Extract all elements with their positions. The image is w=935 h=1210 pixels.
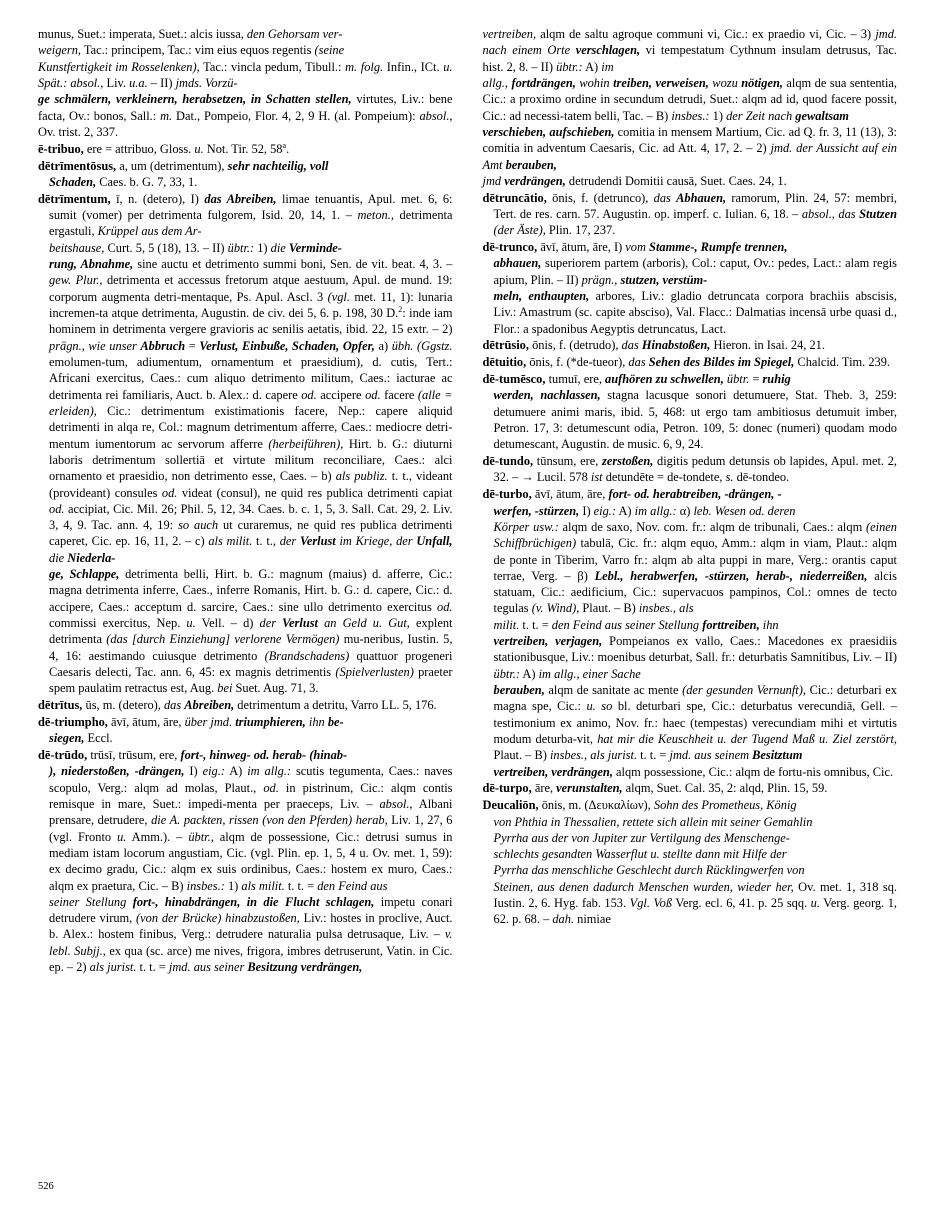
dictionary-entry: dētrīmentum, ī, n. (detero), I) das Abreiben, limae tenuantis, Apul. met. 6, 6: sumit (vomer) per detrimenta fulgorem, Isid. 20, 14, 1. – meton., detrimenta ergastuli, Krüppel aus dem Ar- beitshause, Curt. 5, 5 (18), 13. – II) übtr.: 1) die Verminde- rung, Abnahme, sine auctu et detrimento summi boni, Sen. de vit. beat. 4, 3. – gew. Plur., detrimenta et accessus fretorum atque aestuum, Apul. de mund. 19: corporum augmenta detri-mentaque, Ps. Apul. Ascl. 3 (vgl. met. 11, 1): lunaria incremen-ta atque detrimenta, Augustin. de civ. dei 5, 6. p. 198, 30 D.$^2$: inde iam hominem in detrimenta vergere gravioris ac senilis aetatis, ibid. 22, 15 extr. – 2) prägn., wie unser Abbruch = Verlust, Einbuße, Schaden, Opfer, a) übh. (Ggstz. emolumen-tum, adiumentum, ornamentum et praesidium), d. cutis, Tert.: Africani exercitus, Caes.: cum aliquo detrimento militum, Caes.: iacturae ac detrimenta rei familiaris, Auct. b. Alex.: d. capere od. accipere od. facere (alle = erleiden), Cic.: detrimentum existimationis facere, Nep.: capere aliquid detrimenti in alqa re, Col.: magnum detrimentum afferre, Caes.: mediocre detri-mentum iumentorum ac servorum afferre (herbeiführen), Hirt. b. G.: diuturni laboris detrimentum sollertiā et virtute militum reconciliare, Caes.: alci ornamento et praesidio, non detrimento esse, Caes. – b) als publiz. t. t., videant (provideant) consules od. videat (consul), ne quid res publica detrimenti capiat od. accipiat, Cic. Mil. 26; Phil. 5, 12, 34. Caes. b. c. 1, 5, 3. Sall. Cat. 29, 2. Liv. 3, 4, 9. Tac. ann. 4, 19: so auch ut curaremus, ne quid res publica detrimenti caperet, Cic. ep. 16, 11, 2. – c) als milit. t. t., der Verlust im Kriege, der Unfall, die Niederla- ge, Schlappe, detrimenta belli, Hirt. b. G.: magnum (maius) d. afferre, Cic.: magna detrimenta inferre, Caes., inferre Romanis, Hirt. b. G.: d. capere, Cic.: d. accipere, Caes.: acceptum d. sarcire, Caes.: sine ullo detrimento exercitus od. commissi exercitus, Nep. u. Vell. – d) der Verlust an Geld u. Gut, explent detrimenta (das [durch Einziehung] verlorene Vermögen) mu-neribus, Iustin. 5, 4, 16: aestimando cuiusque detrimento (Brandschadens) quattuor progeneri Caesaris delecti, Tac. ann. 6, 45: ex magnis detrimentis (Spielverlusten) praeter spem paulatim retractus est, Aug. bei Suet. Aug. 71, 3. (38, 191, 453, 696)
dictionary-entry: dē-trunco, āvī, ātum, āre, I) vom Stamme-, Rumpfe trennen, abhauen, superiorem partem (arboris), Col.: caput, Ov.: pedes, Lact.: alam regis apium, Plin. – II) prägn., stutzen, verstüm- meln, enthaupten, arbores, Liv.: gladio detruncata corpora brachiis abscisis, Liv.: Amastrum (sc. capite absciso), Val. Flacc.: Dalmatias incensā urbe quasi d., Flor.: a spadonibus Aegyptis detruncatus, Lact. (482, 240, 897, 336)
dictionary-entry: dē-turbo, āvī, ātum, āre, fort- od. herabtreiben, -drängen, - werfen, -stürzen, I) eig.: A) im allg.: α) leb. Wesen od. deren Körper usw.: alqm de saxo, Nov. com. fr.: alqm de tribunali, Caes.: alqm (einen Schiffbrüchigen) tabulā, Cic. fr.: alqm equo, Amm.: alqm in viam, Plaut.: alqm de ponte in Tiberim, Varro fr.: alqm ab alta puppi in mare, Verg.: orantis caput terrae, Verg. – β) Lebl., herabwerfen, -stürzen, herab-, niederreißen, alcis statuam, Cic.: aedificium, Cic.: supervacuos pampinos, Col.: omnes de tecto tegulas (v. Wind), Plaut. – B) insbes., als milit. t. t. = den Feind aus seiner Stellung forttreiben, ihn vertreiben, verjagen, Pompeianos ex vallo, Caes.: Macedones ex praesidiis stationibusque, Liv.: moenibus deturbat, Sall. fr.: deturbatis Samnitibus, Liv. – II) übtr.: A) im allg., einer Sache berauben, alqm de sanitate ac mente (der gesunden Vernunft), Cic.: deturbari ex magna spe, Cic.: u. so bl. deturbari spe, Cic.: deturbatus verecundiā, Gell. – testimonium ex animo, Nov. fr.: haec (tempestas) verecundiam mihi et virtutis modum deturba-vit, hat mir die Keuschheit u. der Tugend Maß u. Ziel zerstört, Plaut. – B) insbes., als jurist. t. t. = jmd. aus seinem Besitztum vertreiben, verdrängen, alqm possessione, Cic.: alqm de fortu-nis omnibus, Cic. (482, 487, 897, 779)
page-number: 526 (38, 1181, 54, 1192)
right-column (483, 26, 898, 1156)
dictionary-entry: vertreiben, alqm de saltu agroque communi vi, Cic.: ex praedio vi, Cic. – 3) jmd. nach einem Orte verschlagen, vi tempestatum Cythnum insulam detrusus, Tac. hist. 2, 8. – II) übtr.: A) im allg., fortdrängen, wohin treiben, verweisen, wozu nötigen, alqm de sua sententia, Cic.: a proximo ordine in secundum detrudi, Suet.: alqm ad id, quod facere possit, Cic.: ad necessi-tatem belli, Tac. – B) insbes.: 1) der Zeit nach gewaltsam verschieben, aufschieben, comitia in mensem Martium, Cic. ad Q. fr. 3, 11 (13), 3: comitia in adventum Caesaris, Cic. ad Att. 4, 17, 2. – 2) jmd. der Aussicht auf ein Amt berauben, jmd verdrängen, detrudendi Domitii causā, Suet. Caes. 24, 1. (482, 27, 897, 188)
dictionary-entry: dē-trūdo, trūsī, trūsum, ere, fort-, hinweg- od. herab- (hinab- ), niederstoßen, -drängen, I) eig.: A) im allg.: scutis tegumenta, Caes.: naves scopulo, Verg.: alqm ad molas, Plaut., od. in pistrinum, Cic.: alqm contis remisque in mare, Suet.: impedi-menta per praeceps, Liv. – absol., Albani prensare, detrudere, die A. packten, rissen (von den Pferden) herab, Liv. 1, 27, 6 (vgl. Fronto u. Amm.). – übtr., alqm de possessione, Cic.: detrusi sumus in mediam istam locorum angustiam, Cic. (vgl. Plin. ep. 1, 5, 4 u. Ov. met. 1, 59): ex decimo gradu, Cic.: alqm ex suis ordinibus, Caes.: hostem ex muro, Caes.: alqm ex praetura, Cic. – B) insbes.: 1) als milit. t. t. = den Feind aus seiner Stellung fort-, hinabdrängen, in die Flucht schlagen, impetu conari detrudere virum, (von der Brücke) hinabzustoßen, Liv.: hostes in proclive, Auct. b. Alex.: hostem finibus, Verg.: detrudere naturalia pulsa detrusaque, Liv. – v. lebl. Subjj., ex qua (sc. arce) me nives, frigora, imbres detruserunt, Vatin. in Cic. ep. – 2) als jurist. t. t. = jmd. aus seiner Besitzung verdrängen, (38, 748, 453, 975)
dictionary-entry: dētrūsio, ōnis, f. (detrudo), das Hinabstoßen, Hieron. in Isai. 24, 21. (482, 338, 825, 353)
dictionary-entry: dētruncātio, ōnis, f. (detrunco), das Abhauen, ramorum, Plin. 24, 57: membri, Tert. de res. carn. 57. Augustin. op. imperf. c. Iulian. 6, 18. – absol., das Stutzen (der Äste), Plin. 17, 237. (482, 190, 897, 238)
dictionary-entry: munus, Suet.: imperata, Suet.: alcis iussa, den Gehorsam ver- weigern, Tac.: principem, Tac.: vim eius equos regentis (seine Kunstfertigkeit im Rosselenken), Tac.: vincla pedum, Tibull.: m. folg. Infin., ICt. u. Spät.: absol., Liv. u.a. – II) jmds. Vorzü- ge schmälern, verkleinern, herabsetzen, in Schatten stellen, virtutes, Liv.: bene facta, Ov.: bonos, Sall.: m. Dat., Pompeio, Flor. 4, 2, 9 H. (al. Pompeium): absol., Ov. trist. 2, 337. (38, 27, 453, 139)
dictionary-entry: dētrīmentōsus, a, um (detrimentum), sehr nachteilig, voll Schaden, Caes. b. G. 7, 33, 1. (38, 158, 329, 189)
dictionary-entry: dē-turpo, āre, verunstalten, alqm, Suet. Cal. 35, 2: alqd, Plin. 15, 59. (482, 781, 828, 796)
dictionary-entry: dē-tumēsco, tumuī, ere, aufhören zu schwellen, übtr. = ruhig werden, nachlassen, stagna lacusque sonori detumuere, Stat. Theb. 3, 259: detumuere animi maris, ibid. 5, 468: ut ergo tam ambitiosus detumuit imber, Petron. 17, 3: detumescunt odia, Petron. 109, 5: donec (numeri) quodam modo detumescant, Augustin. de music. 6, 9, 24. (482, 372, 897, 452)
dictionary-entry: dētuitio, ōnis, f. (*de-tueor), das Sehen des Bildes im Spiegel, Chalcid. Tim. 239. (482, 355, 891, 370)
dictionary-entry: ē-tribuo, ere = attribuo, Gloss. u. Not. Tir. 52, 58$^a$. (38, 140, 290, 156)
dictionary-entry: Deucaliōn, ōnis, m. (Δευκαλίων), Sohn des Prometheus, König von Phthia in Thessalien, rettete sich allein mit seiner Gemahlin Pyrrha aus der von Jupiter zur Vertilgung des Menschenge- schlechts gesandten Wasserflut u. stellte dann mit Hilfe der Pyrrha das menschliche Geschlecht durch Rücklingwerfen von Steinen, aus denen dadurch Menschen wurden, wieder her, Ov. met. 1, 318 sq. Iustin. 2, 6. Hyg. fab. 153. Vgl. Voß Verg. ecl. 6, 41. p. 25 sqq. u. Verg. georg. 1, 62. p. 68. – dah. nimiae (482, 798, 897, 927)
dictionary-entry: dē-triumpho, āvī, ātum, āre, über jmd. triumphieren, ihn be- siegen, Eccl. (38, 714, 344, 746)
page-columns (38, 26, 897, 1156)
left-column (38, 26, 453, 1156)
dictionary-entry: dē-tundo, tūnsum, ere, zerstoßen, digitis pedum detunsis ob lapides, Apul. met. 2, 32. – → Lucil. 578 ist detundēte = de-tondete, s. dē-tondeo. (482, 454, 897, 485)
dictionary-entry: dētrītus, ūs, m. (detero), das Abreiben, detrimentum a detritu, Varro LL. 5, 176. (38, 698, 437, 713)
